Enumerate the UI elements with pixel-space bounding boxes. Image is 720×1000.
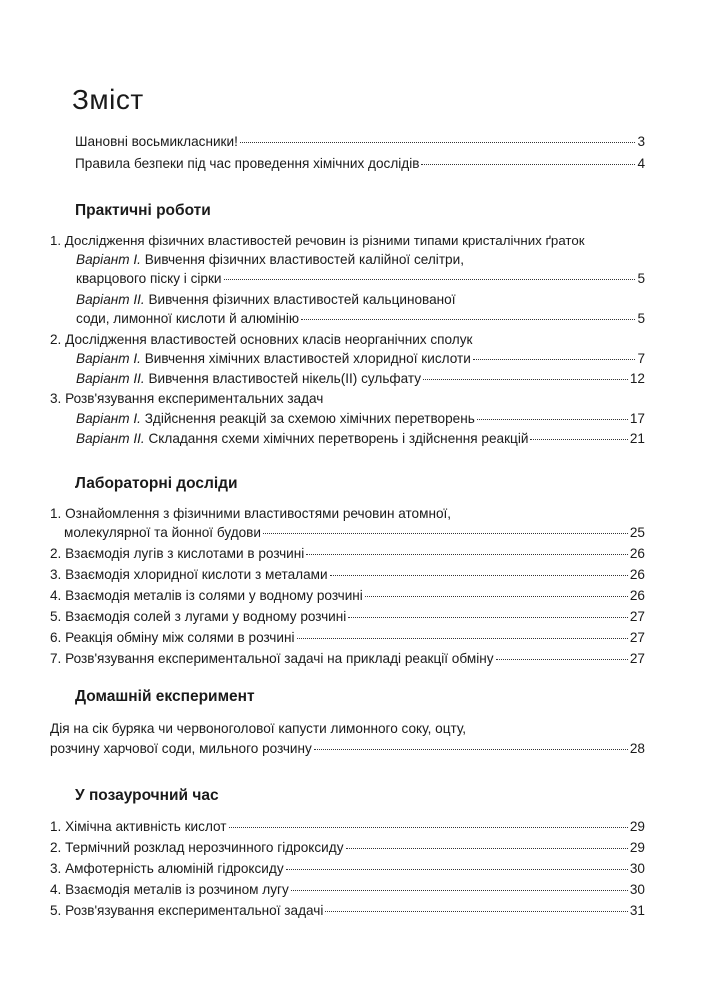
lab-item-2[interactable]	[50, 545, 645, 563]
dot-leader	[240, 142, 636, 143]
variant-text: Вивчення фізичних властивостей кальцинованої	[148, 292, 456, 307]
lab-item-1-line2[interactable]	[64, 524, 645, 542]
dot-leader	[325, 911, 628, 912]
dot-leader	[421, 164, 635, 165]
entry-page: 27	[629, 630, 645, 645]
variant-text: Здійснення реакцій за схемою хімічних перетворень	[144, 411, 475, 426]
dot-leader	[365, 596, 628, 597]
entry-page: 31	[629, 903, 645, 918]
entry-text: 3. Амфотерність алюміній гідроксиду	[50, 861, 284, 876]
section-heading-lab: Лабораторні досліди	[75, 475, 238, 492]
entry-text	[76, 370, 421, 388]
entry-text: 6. Реакція обміну між солями в розчині	[50, 630, 295, 645]
dot-leader	[348, 617, 628, 618]
dot-leader	[346, 848, 628, 849]
entry-text: кварцового піску і сірки	[76, 271, 222, 286]
variant-text: Складання схеми хімічних перетворень і здійснення реакцій	[148, 431, 529, 446]
variant-text: Вивчення хімічних властивостей хлоридної кислоти	[144, 351, 471, 366]
entry-text: 5. Взаємодія солей з лугами у водному розчині	[50, 609, 347, 624]
entry-text: 3. Взаємодія хлоридної кислоти з металами	[50, 567, 328, 582]
entry-text: 5. Розв'язування експериментальної задачі	[50, 903, 324, 918]
dot-leader	[423, 379, 628, 380]
entry-text: 4. Взаємодія металів із розчином лугу	[50, 882, 289, 897]
entry-page: 26	[629, 567, 645, 582]
entry-text: розчину харчової соди, мильного розчину	[50, 741, 312, 756]
entry-text: молекулярної та йонної будови	[64, 525, 262, 540]
entry-page: 12	[629, 371, 645, 386]
work-1-variant-2-line1[interactable]	[76, 291, 456, 309]
extra-item-4[interactable]	[50, 881, 645, 899]
entry-page: 5	[637, 311, 645, 326]
variant-text: Вивчення властивостей нікель(II) сульфату	[148, 371, 422, 386]
work-3-variant-1[interactable]	[76, 410, 645, 428]
variant-label: Варіант I.	[76, 411, 141, 426]
entry-page: 17	[629, 411, 645, 426]
dot-leader	[530, 439, 627, 440]
home-item-line2[interactable]	[50, 740, 645, 758]
entry-page: 27	[629, 651, 645, 666]
work-1-variant-1-line2[interactable]	[76, 270, 645, 288]
work-3-variant-2[interactable]	[76, 430, 645, 448]
section-heading-practical: Практичні роботи	[75, 202, 211, 219]
work-2-title[interactable]: 2. Дослідження властивостей основних класів неорганічних сполук	[50, 332, 473, 347]
work-3-title[interactable]: 3. Розв'язування експериментальних задач	[50, 391, 324, 406]
extra-item-2[interactable]	[50, 839, 645, 857]
work-2-variant-1[interactable]	[76, 350, 645, 368]
toc-entry-intro-2[interactable]	[75, 155, 645, 173]
dot-leader	[306, 554, 628, 555]
entry-page: 27	[629, 609, 645, 624]
entry-page: 3	[637, 134, 645, 149]
work-1-variant-1-line1[interactable]	[76, 251, 464, 269]
entry-page: 5	[637, 271, 645, 286]
variant-label: Варіант II.	[76, 371, 145, 386]
dot-leader	[477, 419, 628, 420]
entry-text	[76, 430, 528, 448]
entry-page: 30	[629, 882, 645, 897]
entry-page: 25	[629, 525, 645, 540]
entry-page: 26	[629, 546, 645, 561]
lab-item-6[interactable]	[50, 629, 645, 647]
entry-text: 4. Взаємодія металів із солями у водному розчині	[50, 588, 363, 603]
entry-page: 29	[629, 819, 645, 834]
entry-text	[76, 410, 475, 428]
lab-item-3[interactable]	[50, 566, 645, 584]
entry-page: 26	[629, 588, 645, 603]
lab-item-4[interactable]	[50, 587, 645, 605]
dot-leader	[297, 638, 628, 639]
dot-leader	[301, 319, 635, 320]
dot-leader	[286, 869, 628, 870]
variant-label: Варіант II.	[76, 431, 145, 446]
entry-text: 1. Хімічна активність кислот	[50, 819, 227, 834]
entry-text: соди, лимонної кислоти й алюмінію	[76, 311, 300, 326]
entry-page: 4	[637, 156, 645, 171]
entry-text	[76, 350, 471, 368]
dot-leader	[224, 279, 636, 280]
variant-label: Варіант I.	[76, 351, 141, 366]
dot-leader	[263, 533, 628, 534]
variant-text: Вивчення фізичних властивостей калійної селітри,	[144, 252, 464, 267]
entry-page: 21	[629, 431, 645, 446]
section-heading-extra: У позаурочний час	[75, 787, 219, 804]
entry-page: 7	[637, 351, 645, 366]
dot-leader	[229, 827, 628, 828]
extra-item-3[interactable]	[50, 860, 645, 878]
dot-leader	[291, 890, 628, 891]
lab-item-1-line1[interactable]: 1. Ознайомлення з фізичними властивостями речовин атомної,	[50, 506, 452, 521]
variant-label: Варіант I.	[76, 252, 141, 267]
dot-leader	[473, 359, 636, 360]
entry-page: 28	[629, 741, 645, 756]
extra-item-1[interactable]	[50, 818, 645, 836]
work-1-title[interactable]: 1. Дослідження фізичних властивостей речовин із різними типами кристалічних ґраток	[50, 233, 585, 248]
dot-leader	[314, 749, 628, 750]
dot-leader	[496, 659, 628, 660]
entry-text: 2. Взаємодія лугів з кислотами в розчині	[50, 546, 305, 561]
entry-text: 7. Розв'язування експериментальної задачі на прикладі реакції обміну	[50, 651, 494, 666]
section-heading-home: Домашній експеримент	[75, 688, 255, 705]
work-2-variant-2[interactable]	[76, 370, 645, 388]
home-item-line1[interactable]: Дія на сік буряка чи червоноголової капусти лимонного соку, оцту,	[50, 721, 467, 736]
entry-page: 29	[629, 840, 645, 855]
dot-leader	[330, 575, 628, 576]
extra-item-5[interactable]	[50, 902, 645, 920]
page-title: Зміст	[72, 84, 144, 115]
entry-page: 30	[629, 861, 645, 876]
entry-text: Шановні восьмикласники!	[75, 134, 238, 149]
work-1-variant-2-line2[interactable]	[76, 310, 645, 328]
lab-item-7[interactable]	[50, 650, 645, 668]
variant-label: Варіант II.	[76, 292, 145, 307]
lab-item-5[interactable]	[50, 608, 645, 626]
toc-entry-intro-1[interactable]	[75, 133, 645, 151]
entry-text: 2. Термічний розклад нерозчинного гідроксиду	[50, 840, 344, 855]
entry-text: Правила безпеки під час проведення хімічних дослідів	[75, 156, 420, 171]
